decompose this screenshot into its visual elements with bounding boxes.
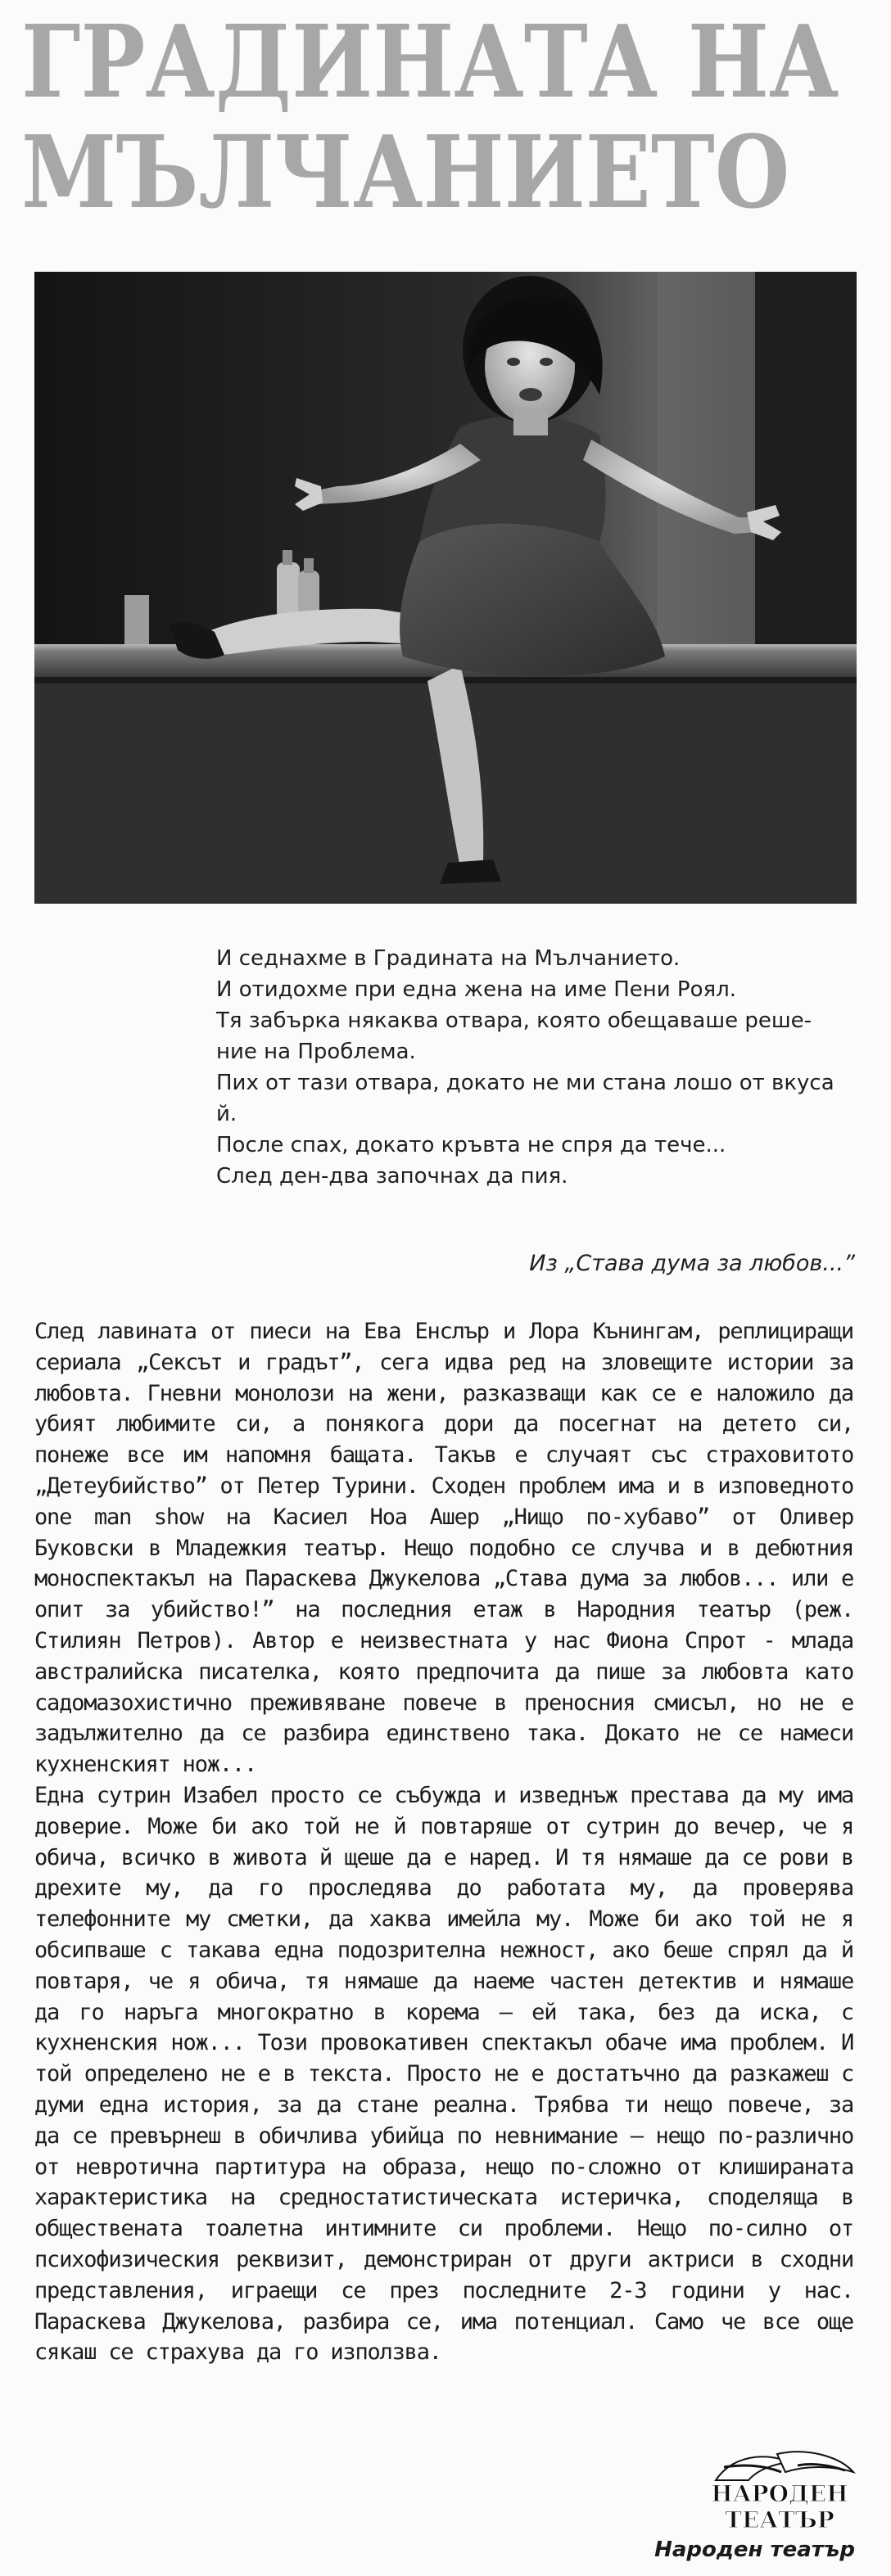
epigraph-line: И отидохме при една жена на име Пени Роял.	[216, 977, 737, 1002]
stage-photo	[34, 272, 857, 904]
epigraph-line: Пих от тази отвара, докато не ми стана лошо от вкуса	[216, 1071, 834, 1095]
stage-photo-illustration	[34, 272, 857, 904]
epigraph-line: И седнахме в Градината на Мълчанието.	[216, 946, 681, 971]
epigraph-line: ние на Проблема.	[216, 1040, 416, 1064]
headline-line-2: МЪЛЧАНИЕТО	[21, 113, 790, 231]
epigraph-source: Из „Става дума за любов...”	[529, 1251, 855, 1276]
article-headline	[21, 2, 839, 231]
epigraph-line: Тя забърка някаква отвара, която обещаваше реше-	[216, 1008, 812, 1033]
epigraph-line: После спах, докато кръвта не спря да тече...	[216, 1133, 726, 1157]
national-theatre-logo-icon	[699, 2447, 860, 2538]
article-body	[34, 1316, 853, 2368]
body-paragraph: Една сутрин Изабел просто се събужда и изведнъж престава да му има доверие. Може би ако той не й повтаряше от сутрин до вечер, че я обича, всичко в живота й щеше да е наред. И тя нямаше да се рови в дрехите му, да го проследява до работата му, да проверява телефонните му сметки, да хаква имейла му. Може би ако той не я обсипваше с такава една подозрителна нежност, ако беше спрял да й повтаря, че я обича, тя нямаше да наеме частен детектив и нямаше да го наръга многократно в корема – ей така, без да иска, с кухненския нож... Този провокативен спектакъл обаче има проблем. И той определено не е в текста. Просто не е достатъчно да разкажеш с думи една история, за да стане реална. Трябва ти нещо повече, за да се превърнеш в обичлива убийца по невнимание – нещо по-различно от невротична партитура на образа, нещо по-сложно от клишираната характеристика на средностатистическата истеричка, споделяща в обществената тоалетна интимните си проблеми. Нещо по-силно от психофизическия реквизит, демонстриран от други актриси в сходни представления, играещи се през последните 2-3 години у нас. Параскева Джукелова, разбира се, има потенциал. Само че все още сякаш се страхува да го използва.	[34, 1782, 853, 2366]
headline-line-1: ГРАДИНАТА НА	[21, 2, 839, 120]
epigraph	[216, 943, 855, 1192]
logo-line-1: НАРОДЕН	[711, 2480, 848, 2507]
logo-line-2: ТЕАТЪР	[725, 2506, 834, 2533]
epigraph-line: След ден-два започнах да пия.	[216, 1164, 568, 1189]
epigraph-line: й.	[216, 1102, 237, 1126]
signature: Народен театър	[654, 2538, 855, 2562]
national-theatre-logo	[699, 2447, 860, 2538]
body-paragraph: След лавината от пиеси на Ева Енслър и Лора Кънингам, реплициращи сериала „Сексът и градът”, сега идва ред на зловещите истории за любовта. Гневни монолози на жени, разказващи как се е наложило да убият любимите си, а понякога дори да посегнат на детето си, понеже все им напомня бащата. Такъв е случаят със страховитото „Детеубийство” от Петер Турини. Сходен проблем има и в изповедното one man show на Касиел Ноа Ашер „Нищо по-хубаво” от Оливер Буковски в Младежкия театър. Нещо подобно се случва и в дебютния моноспектакъл на Параскева Джукелова „Става дума за любов... или е опит за убийство!” на последния етаж в Народния театър (реж. Стилиян Петров). Автор е неизвестната у нас Фиона Спрот - млада австралийска писателка, която предпочита да пише за любовта като садомазохистично преживяване повече в преносния смисъл, но не е задължително да се разбира единствено така. Докато не се намеси кухненският нож...	[34, 1319, 853, 1778]
